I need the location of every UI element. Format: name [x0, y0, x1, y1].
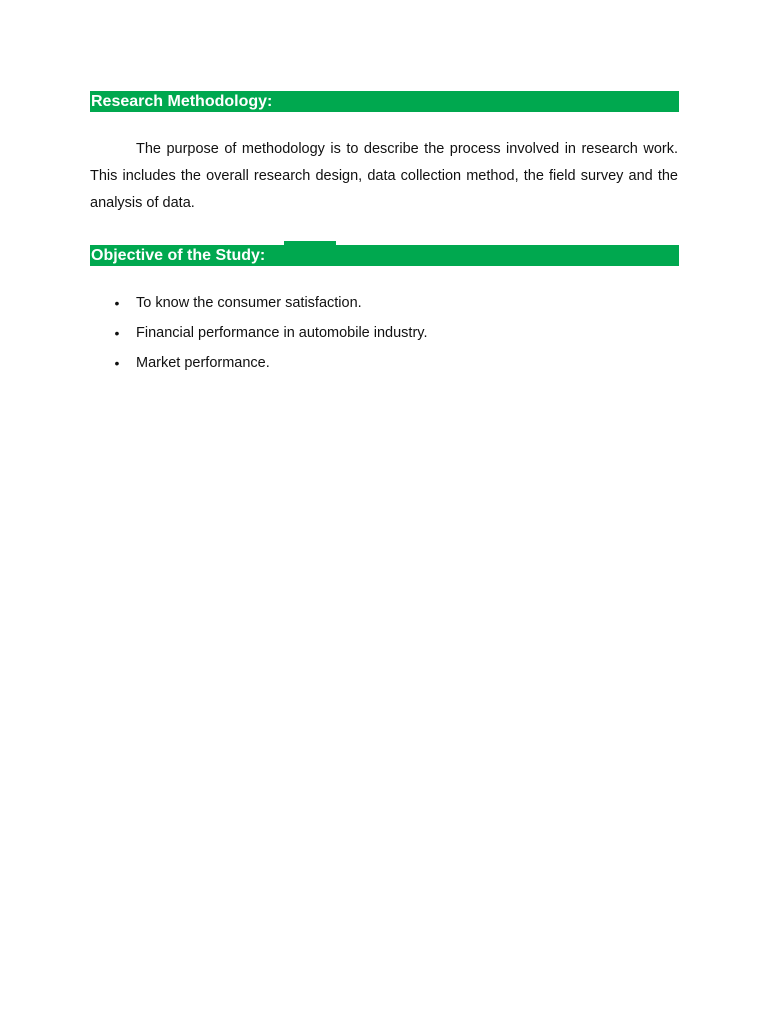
list-item-text: To know the consumer satisfaction. — [136, 295, 362, 311]
list-item — [90, 350, 678, 380]
objectives-list — [90, 290, 678, 380]
bullet-icon: • — [114, 355, 120, 371]
list-item-text: Market performance. — [136, 355, 270, 371]
bullet-icon: • — [114, 295, 120, 311]
bullet-icon: • — [114, 325, 120, 341]
section-heading-research-methodology: Research Methodology: — [90, 91, 679, 112]
methodology-paragraph: The purpose of methodology is to describe the process involved in research work. This includes the overall research design, data collection method, the field survey and the analysis of data. — [90, 141, 678, 211]
list-item — [90, 320, 678, 350]
section-heading-objective-of-the-study: Objective of the Study: — [90, 245, 679, 266]
list-item — [90, 290, 678, 320]
list-item-text: Financial performance in automobile industry. — [136, 325, 428, 341]
